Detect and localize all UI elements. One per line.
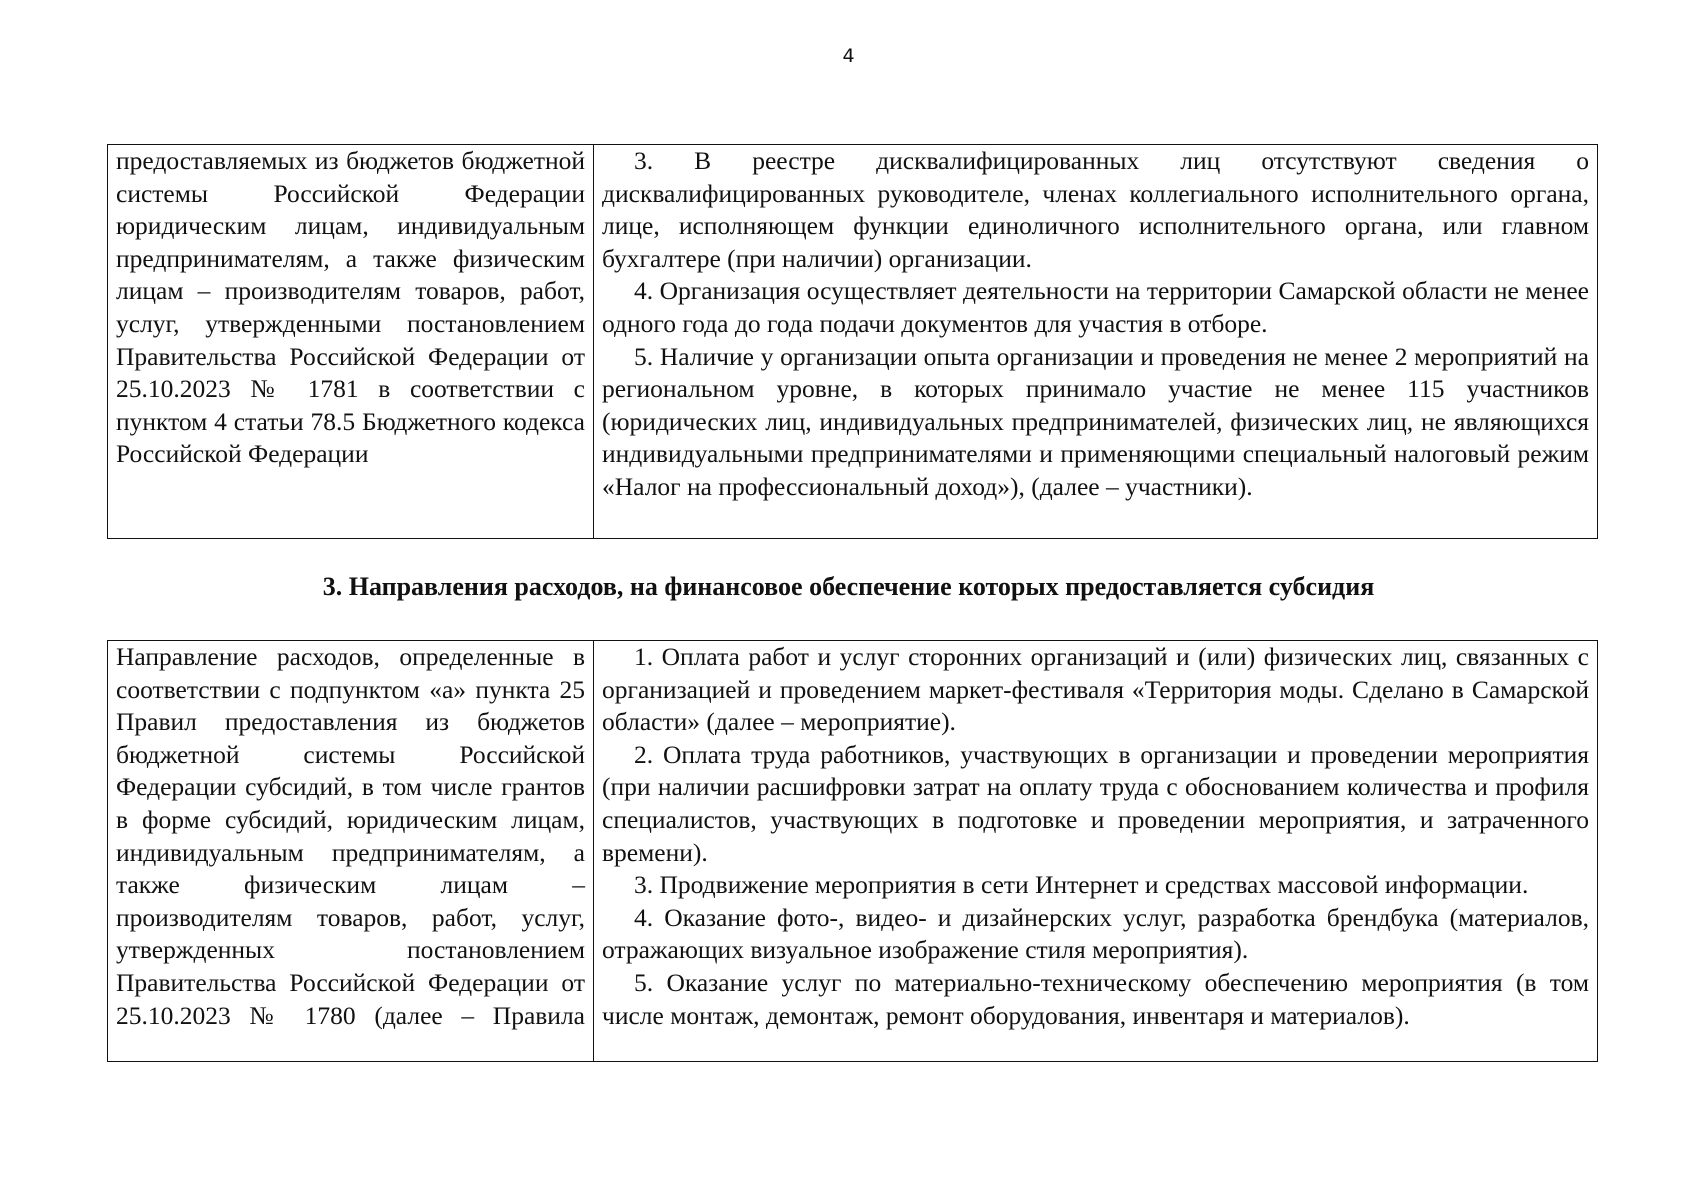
requirement-paragraph-4: 4. Организация осуществляет деятельности на территории Самарской области не менее одного года до года подачи документов для участия в отборе. xyxy=(602,276,1589,338)
expense-paragraph-2: 2. Оплата труда работников, участвующих в организации и проведении мероприятия (при наличии расшифровки затрат на оплату труда с обоснованием количества и профиля специалистов, участвующих в подготовке и проведении мероприятия, и затраченного времени). xyxy=(602,739,1589,867)
requirement-paragraph-3: 3. В реестре дисквалифицированных лиц отсутствуют сведения о дисквалифицированных руководителе, членах коллегиального исполнительного органа, лице, исполняющем функции единоличного исполнительного органа, или главном бухгалтере (при наличии) организации. xyxy=(602,146,1589,273)
table-right-cell xyxy=(594,641,1598,1062)
requirement-paragraph-5: 5. Наличие у организации опыта организации и проведения не менее 2 мероприятий на региональном уровне, в которых принимало участие не менее 115 участников (юридических лиц, индивидуальных предпринимателей, физических лиц, не являющихся индивидуальными предпринимателями и применяющими специальный налоговый режим «Налог на профессиональный доход»), (далее – участники). xyxy=(602,341,1589,501)
expense-paragraph-4: 4. Оказание фото-, видео- и дизайнерских услуг, разработка брендбука (материалов, отражающих визуальное изображение стиля мероприятия). xyxy=(602,902,1589,965)
table-right-cell xyxy=(594,145,1598,539)
eligibility-requirements-table xyxy=(107,144,1598,539)
table-left-cell xyxy=(108,145,594,539)
expense-paragraph-3: 3. Продвижение мероприятия в сети Интернет и средствах массовой информации. xyxy=(634,870,1529,900)
section-heading: 3. Направления расходов, на финансовое обеспечение которых предоставляется субсидия xyxy=(322,572,1375,601)
expense-paragraph-1: 1. Оплата работ и услуг сторонних организаций и (или) физических лиц, связанных с организацией и проведением маркет-фестиваля «Территория моды. Сделано в Самарской области» (далее – мероприятие). xyxy=(602,642,1589,737)
expense-paragraph-5: 5. Оказание услуг по материально-техническому обеспечению мероприятия (в том числе монтаж, демонтаж, ремонт оборудования, инвентаря и материалов). xyxy=(602,967,1589,1030)
table-row xyxy=(108,145,1598,539)
left-cell-text: предоставляемых из бюджетов бюджетной системы Российской Федерации юридическим лицам, индивидуальным предпринимателям, а также физическим лицам – производителям товаров, работ, услуг, утвержденными постановлением Правительства Российской Федерации от 25.10.2023 № 1781 в соответствии с пунктом 4 статьи 78.5 Бюджетного кодекса xyxy=(116,146,585,436)
expense-directions-table xyxy=(107,640,1598,1062)
table-row xyxy=(108,641,1598,1062)
table-left-cell xyxy=(108,641,594,1062)
left-cell-last-line: Российской Федерации xyxy=(116,439,369,469)
page-number: 4 xyxy=(842,45,855,67)
left-cell-text: Направление расходов, определенные в соответствии с подпунктом «а» пункта 25 Правил предоставления из бюджетов бюджетной системы Российской Федерации субсидий, в том числе грантов в форме субсидий, юридическим лицам, индивидуальным предпринимателям, а также физическим лицам – производителям товаров, работ, услуг, утвержденных постановлением Правительства Российской Федерации от 25.10.2023 № 1780 (далее – Правила xyxy=(116,642,585,1030)
